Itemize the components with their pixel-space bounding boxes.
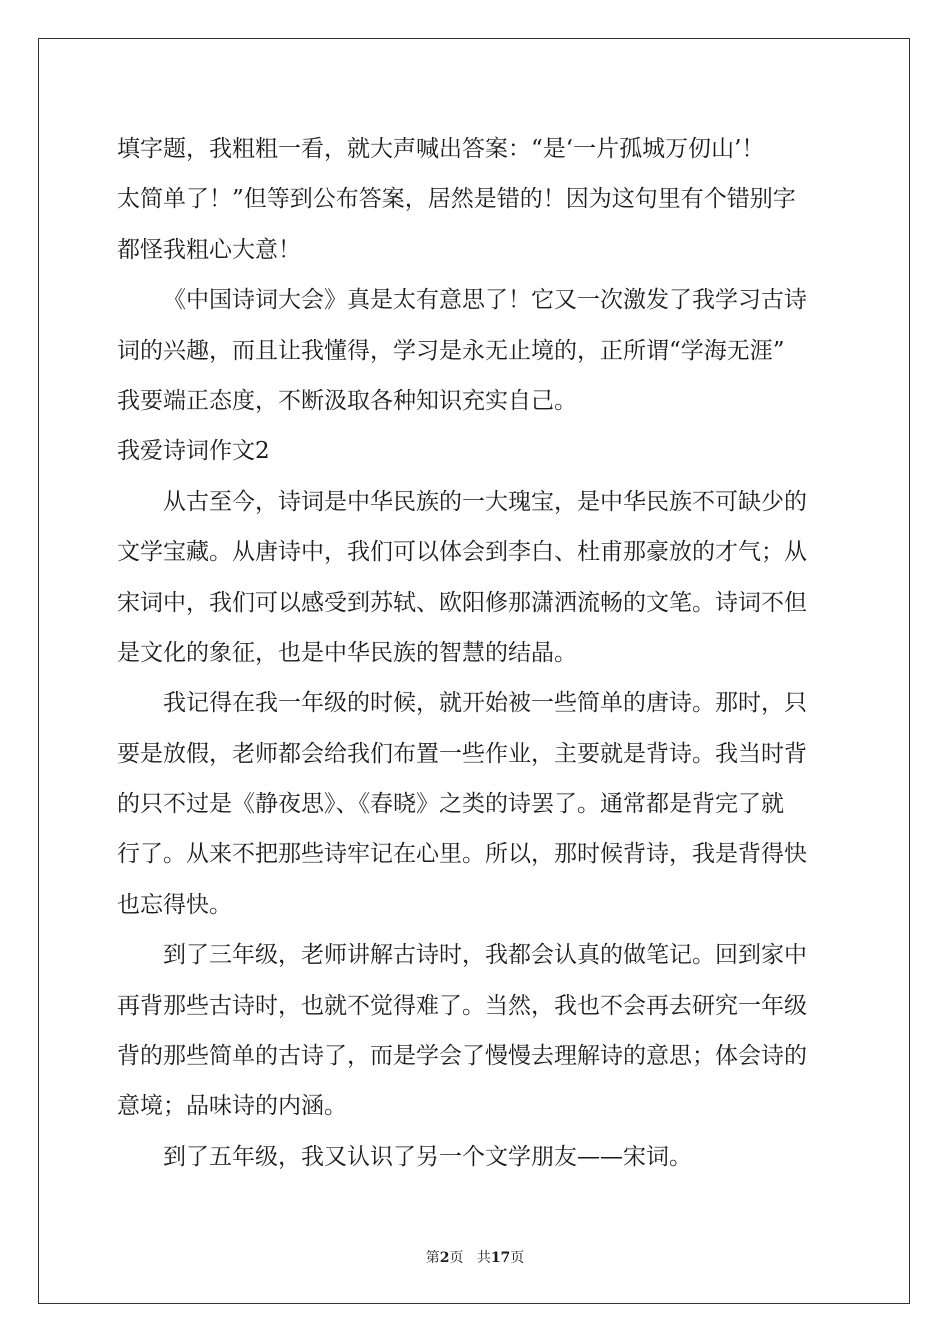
text-line: 词的兴趣，而且让我懂得，学习是永无止境的，正所谓“学海无涯” (117, 337, 785, 364)
text-line: 是文化的象征，也是中华民族的智慧的结晶。 (117, 639, 577, 666)
footer-page-suffix: 页 (449, 1250, 464, 1266)
footer-total-prefix: 共 (476, 1250, 491, 1266)
text-line: 从古至今，诗词是中华民族的一大瑰宝，是中华民族不可缺少的 (163, 488, 807, 515)
text-line: 到了五年级，我又认识了另一个文学朋友——宋词。 (163, 1143, 692, 1170)
text-line: 填字题，我粗粗一看，就大声喊出答案：“是‘一片孤城万仞山’！ (117, 136, 765, 162)
text-line: 再背那些古诗时，也就不觉得难了。当然，我也不会再去研究一年级 (117, 992, 807, 1019)
document-body (117, 124, 835, 1182)
text-line: 也忘得快。 (117, 891, 232, 918)
text-line: 《中国诗词大会》真是太有意思了！它又一次激发了我学习古诗 (163, 287, 807, 314)
text-line: 我爱诗词作文2 (117, 438, 270, 465)
text-line: 到了三年级，老师讲解古诗时，我都会认真的做笔记。回到家中 (163, 942, 807, 969)
text-line: 背的那些简单的古诗了，而是学会了慢慢去理解诗的意思；体会诗的 (117, 1043, 807, 1070)
text-line: 宋词中，我们可以感受到苏轼、欧阳修那潇洒流畅的文笔。诗词不但 (117, 589, 807, 616)
text-line: 行了。从来不把那些诗牢记在心里。所以，那时候背诗，我是背得快 (117, 841, 807, 868)
footer-total-pages: 17 (490, 1250, 511, 1266)
text-line: 要是放假，老师都会给我们布置一些作业，主要就是背诗。我当时背 (117, 740, 807, 767)
text-line: 我要端正态度，不断汲取各种知识充实自己。 (117, 387, 577, 414)
text-line: 我记得在我一年级的时候，就开始被一些简单的唐诗。那时，只 (163, 690, 807, 717)
text-line: 意境；品味诗的内涵。 (117, 1093, 347, 1120)
text-line: 文学宝藏。从唐诗中，我们可以体会到李白、杜甫那豪放的才气；从 (117, 539, 807, 566)
page-footer (0, 1247, 950, 1267)
text-line: 的只不过是《静夜思》、《春晓》之类的诗罢了。通常都是背完了就 (117, 791, 784, 818)
footer-page-prefix: 第 (425, 1250, 440, 1266)
text-line: 都怪我粗心大意！ (117, 236, 301, 263)
footer-page-number: 2 (439, 1250, 450, 1266)
text-line: 太简单了！”但等到公布答案，居然是错的！因为这句里有个错别字 (117, 186, 796, 213)
footer-total-suffix: 页 (510, 1250, 525, 1266)
